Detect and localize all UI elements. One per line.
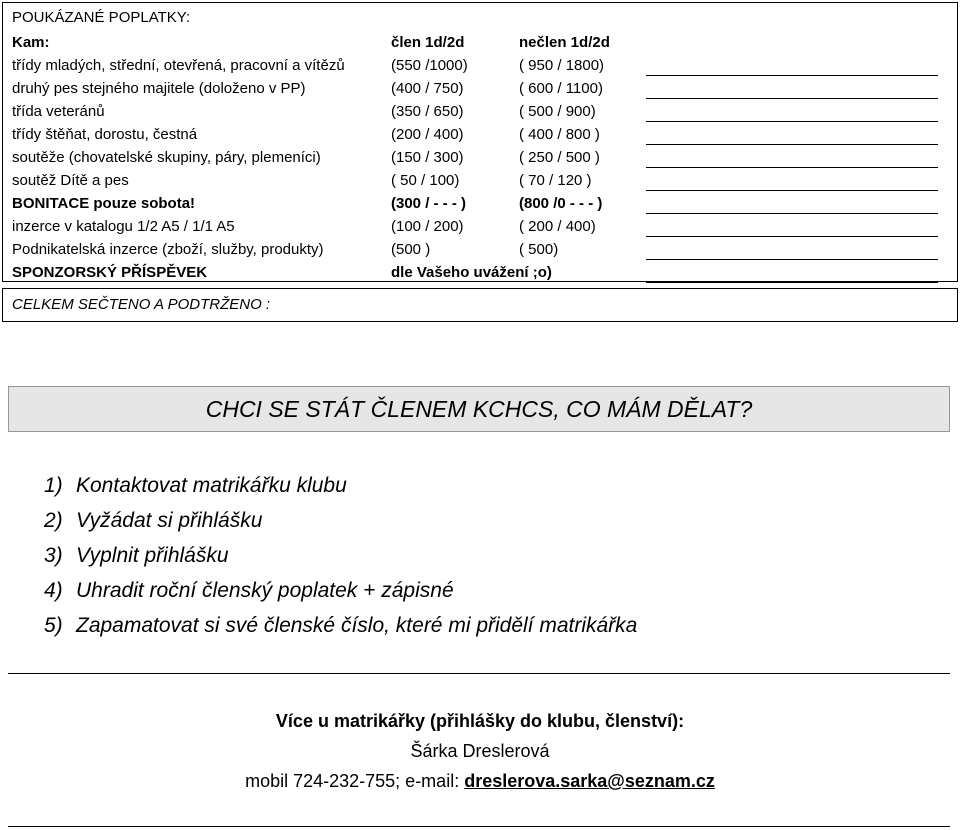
fee-amount-line[interactable]: [646, 121, 938, 122]
fee-member: (350 / 650): [391, 103, 464, 120]
fee-row: [3, 170, 957, 193]
contact-email[interactable]: dreslerova.sarka@seznam.cz: [464, 771, 715, 791]
fee-row: [3, 147, 957, 170]
step-number: 2): [44, 509, 63, 532]
fee-member: dle Vašeho uvážení ;o): [391, 264, 552, 281]
header-label: Kam:: [12, 34, 50, 51]
fee-nonmember: ( 70 / 120 ): [519, 172, 592, 189]
fee-row: [3, 55, 957, 78]
fee-member: (400 / 750): [391, 80, 464, 97]
fee-name: třída veteránů: [12, 103, 105, 120]
fee-member: (300 / - - - ): [391, 195, 467, 212]
fee-amount-line[interactable]: [646, 167, 938, 168]
separator-line: [8, 673, 950, 674]
step-text: Zapamatovat si své členské číslo, které mi přidělí matrikářka: [76, 614, 638, 637]
fee-amount-line[interactable]: [646, 282, 938, 283]
membership-step: [44, 573, 637, 608]
membership-heading: CHCI SE STÁT ČLENEM KCHCS, CO MÁM DĚLAT?: [205, 396, 753, 422]
fee-row: [3, 239, 957, 262]
fee-name: Podnikatelská inzerce (zboží, služby, produkty): [12, 241, 324, 258]
fees-box: [2, 2, 958, 282]
step-text: Uhradit roční členský poplatek + zápisné: [76, 579, 454, 602]
header-nonmember: nečlen 1d/2d: [519, 34, 610, 51]
fee-nonmember: ( 500 / 900): [519, 103, 596, 120]
step-number: 3): [44, 544, 63, 567]
fee-nonmember: ( 400 / 800 ): [519, 126, 600, 143]
fee-amount-line[interactable]: [646, 144, 938, 145]
fee-amount-line[interactable]: [646, 236, 938, 237]
fee-nonmember: ( 600 / 1100): [519, 80, 603, 97]
fee-name: soutěž Dítě a pes: [12, 172, 129, 189]
bottom-separator-line: [8, 826, 950, 827]
contact-line: [0, 766, 960, 796]
total-box: [2, 288, 958, 322]
fee-row: [3, 78, 957, 101]
fee-nonmember: ( 500): [519, 241, 559, 258]
fee-amount-line[interactable]: [646, 98, 938, 99]
total-label: CELKEM SEČTENO A PODTRŽENO :: [12, 296, 271, 313]
step-number: 5): [44, 614, 63, 637]
fee-member: (200 / 400): [391, 126, 464, 143]
fee-nonmember: ( 250 / 500 ): [519, 149, 600, 166]
fee-amount-line[interactable]: [646, 190, 938, 191]
fee-member: (550 /1000): [391, 57, 468, 74]
step-number: 1): [44, 474, 63, 497]
fee-member: (150 / 300): [391, 149, 464, 166]
fee-row: [3, 216, 957, 239]
contact-name: Šárka Dreslerová: [410, 741, 550, 761]
membership-banner: [8, 386, 950, 432]
fee-nonmember: (800 /0 - - - ): [519, 195, 603, 212]
step-text: Kontaktovat matrikářku klubu: [76, 474, 347, 497]
fee-nonmember: ( 950 / 1800): [519, 57, 605, 74]
fee-row: [3, 101, 957, 124]
fee-amount-line[interactable]: [646, 213, 938, 214]
contact-phone: mobil 724-232-755; e-mail:: [245, 771, 465, 791]
fee-name: třídy mladých, střední, otevřená, pracovní a vítězů: [12, 57, 345, 74]
fee-row: [3, 193, 957, 216]
step-text: Vyplnit přihlášku: [76, 544, 229, 567]
contact-heading: Více u matrikářky (přihlášky do klubu, členství):: [275, 711, 685, 731]
fee-name: inzerce v katalogu 1/2 A5 / 1/1 A5: [12, 218, 235, 235]
fee-name: BONITACE pouze sobota!: [12, 195, 196, 212]
step-text: Vyžádat si přihlášku: [76, 509, 263, 532]
step-number: 4): [44, 579, 63, 602]
header-member: člen 1d/2d: [391, 34, 465, 51]
fee-nonmember: ( 200 / 400): [519, 218, 596, 235]
membership-step: [44, 608, 637, 643]
fee-name: SPONZORSKÝ PŘÍSPĚVEK: [12, 264, 208, 281]
membership-step: [44, 503, 637, 538]
fee-name: třídy štěňat, dorostu, čestná: [12, 126, 198, 143]
fee-name: soutěže (chovatelské skupiny, páry, plemeníci): [12, 149, 321, 166]
fees-header-row: [3, 32, 957, 55]
fees-title: POUKÁZANÉ POPLATKY:: [12, 9, 191, 26]
fee-row: [3, 262, 957, 285]
membership-step: [44, 538, 637, 573]
membership-step: [44, 468, 637, 503]
membership-steps: [44, 468, 637, 643]
fee-member: (100 / 200): [391, 218, 464, 235]
fee-member: (500 ): [391, 241, 431, 258]
fee-name: druhý pes stejného majitele (doloženo v PP): [12, 80, 306, 97]
contact-block: [0, 706, 960, 796]
fee-amount-line[interactable]: [646, 259, 938, 260]
fee-member: ( 50 / 100): [391, 172, 460, 189]
fee-amount-line[interactable]: [646, 75, 938, 76]
fee-row: [3, 124, 957, 147]
